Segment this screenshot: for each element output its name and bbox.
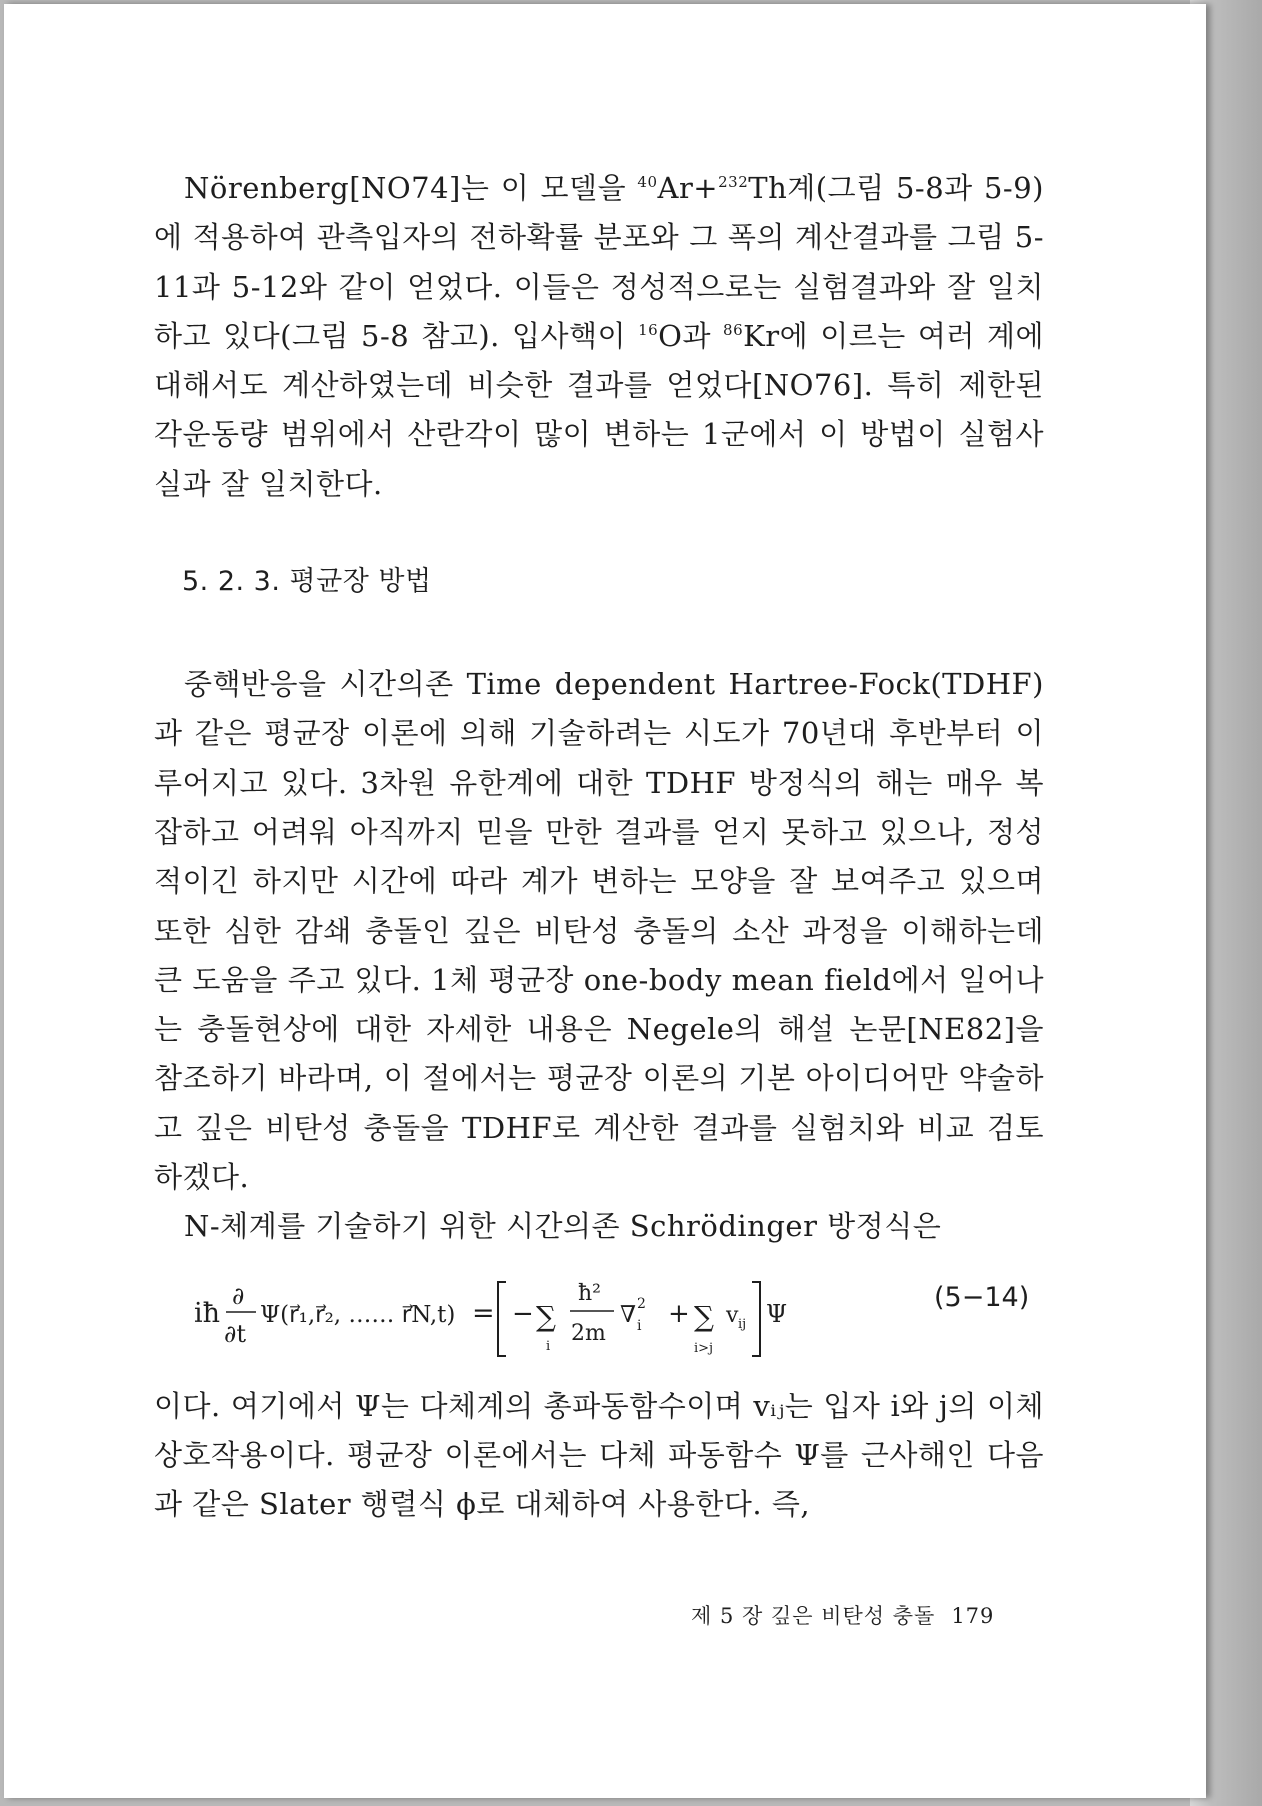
eq-hbar-sq: ħ² [578, 1280, 601, 1306]
page-body [154, 164, 1044, 1530]
eq-psi-args: Ψ(r⃗₁,r⃗₂, …… r⃗N,t) [260, 1301, 456, 1328]
eq-ih: iħ [194, 1297, 221, 1329]
superscript-16: 16 [638, 320, 659, 339]
eq-plus: + [668, 1298, 690, 1329]
superscript-232: 232 [718, 173, 749, 191]
superscript-86: 86 [723, 320, 744, 339]
eq-sum-index-i: i [546, 1338, 551, 1354]
paragraph-1 [154, 164, 1044, 509]
page-number: 179 [951, 1604, 995, 1628]
eq-sum-1: ∑ [536, 1299, 556, 1333]
eq-psi: Ψ [766, 1299, 788, 1328]
eq-sum-2: ∑ [694, 1299, 714, 1333]
eq-2m: 2m [571, 1320, 606, 1346]
eq-left-bracket [498, 1282, 506, 1356]
p4-text: 이다. 여기에서 Ψ는 다체계의 총파동함수이며 vᵢⱼ는 입자 i와 j의 이체 상호작용이다. 평균장 이론에서는 다체 파동함수 Ψ를 근사해인 다음과 같은 Slater 행렬식 ϕ로 대체하여 사용한다. 즉, [154, 1388, 1044, 1522]
equation-number: (5−14) [934, 1281, 1030, 1313]
eq-nabla-sub: i [637, 1317, 642, 1334]
paragraph-4 [154, 1382, 1044, 1530]
book-page [4, 4, 1206, 1798]
eq-minus: − [512, 1298, 534, 1329]
p1-text-c: Th계(그림 5-8과 5-9)에 적용하여 관측입자의 전하확률 분포와 그 폭의 계산결과를 그림 5-11과 5-12와 같이 얻었다. 이들은 정성적으로는 실험결과와 잘 일치하고 있다(그림 5-8 참고). 입사핵이 [154, 171, 1044, 353]
p1-text-b: Ar+ [657, 171, 719, 205]
p1-text-e: Kr에 이르는 여러 계에 대해서도 계산하였는데 비슷한 결과를 얻었다[NO76]. 특히 제한된 각운동량 범위에서 산란각이 많이 변하는 1군에서 이 방법이 실험사실과 잘 일치한다. [154, 318, 1044, 501]
section-heading: 5. 2. 3. 평균장 방법 [182, 566, 432, 598]
p2-text: 중핵반응을 시간의존 Time dependent Hartree-Fock(TDHF)과 같은 평균장 이론에 의해 기술하려는 시도가 70년대 후반부터 이루어지고 있다. 3차원 유한계에 대한 TDHF 방정식의 해는 매우 복잡하고 어려워 아직까지 믿을 만한 결과를 얻지 못하고 있으나, 정성적이긴 하지만 시간에 따라 계가 변하는 모양을 잘 보여주고 있으며 또한 심한 감쇄 충돌인 깊은 비탄성 충돌의 소산 과정을 이해하는데 큰 도움을 주고 있다. 1체 평균장 one-body mean field에서 일어나는 충돌현상에 대한 자세한 내용은 Negele의 해설 논문[NE82]을 참조하기 바라며, 이 절에서는 평균장 이론의 기본 아이디어만 약술하고 깊은 비탄성 충돌을 TDHF로 계산한 결과를 실험치와 비교 검토하겠다. [154, 667, 1044, 1195]
paragraph-2 [154, 660, 1044, 1202]
page-footer [691, 1600, 994, 1630]
equation-graphic [194, 1260, 814, 1380]
eq-nabla-sup: 2 [637, 1295, 646, 1312]
p3-text: N-체계를 기술하기 위한 시간의존 Schrödinger 방정식은 [184, 1209, 942, 1244]
eq-nabla: ∇ [620, 1301, 637, 1328]
equation-5-14 [154, 1252, 1044, 1382]
p1-text-d: O과 [658, 318, 724, 353]
eq-partial: ∂ [232, 1281, 245, 1310]
running-title: 제 5 장 깊은 비탄성 충돌 [691, 1604, 936, 1628]
eq-v-sub: ij [738, 1316, 747, 1332]
eq-equals: = [472, 1297, 495, 1329]
eq-right-bracket [752, 1282, 760, 1356]
p1-text-a: Nörenberg[NO74]는 이 모델을 [184, 171, 638, 205]
eq-partial-t: ∂t [224, 1319, 247, 1348]
superscript-40: 40 [637, 173, 658, 191]
paragraph-3 [154, 1202, 1044, 1251]
eq-sum-index-ij: i>j [694, 1340, 714, 1356]
eq-v: v [726, 1302, 739, 1328]
